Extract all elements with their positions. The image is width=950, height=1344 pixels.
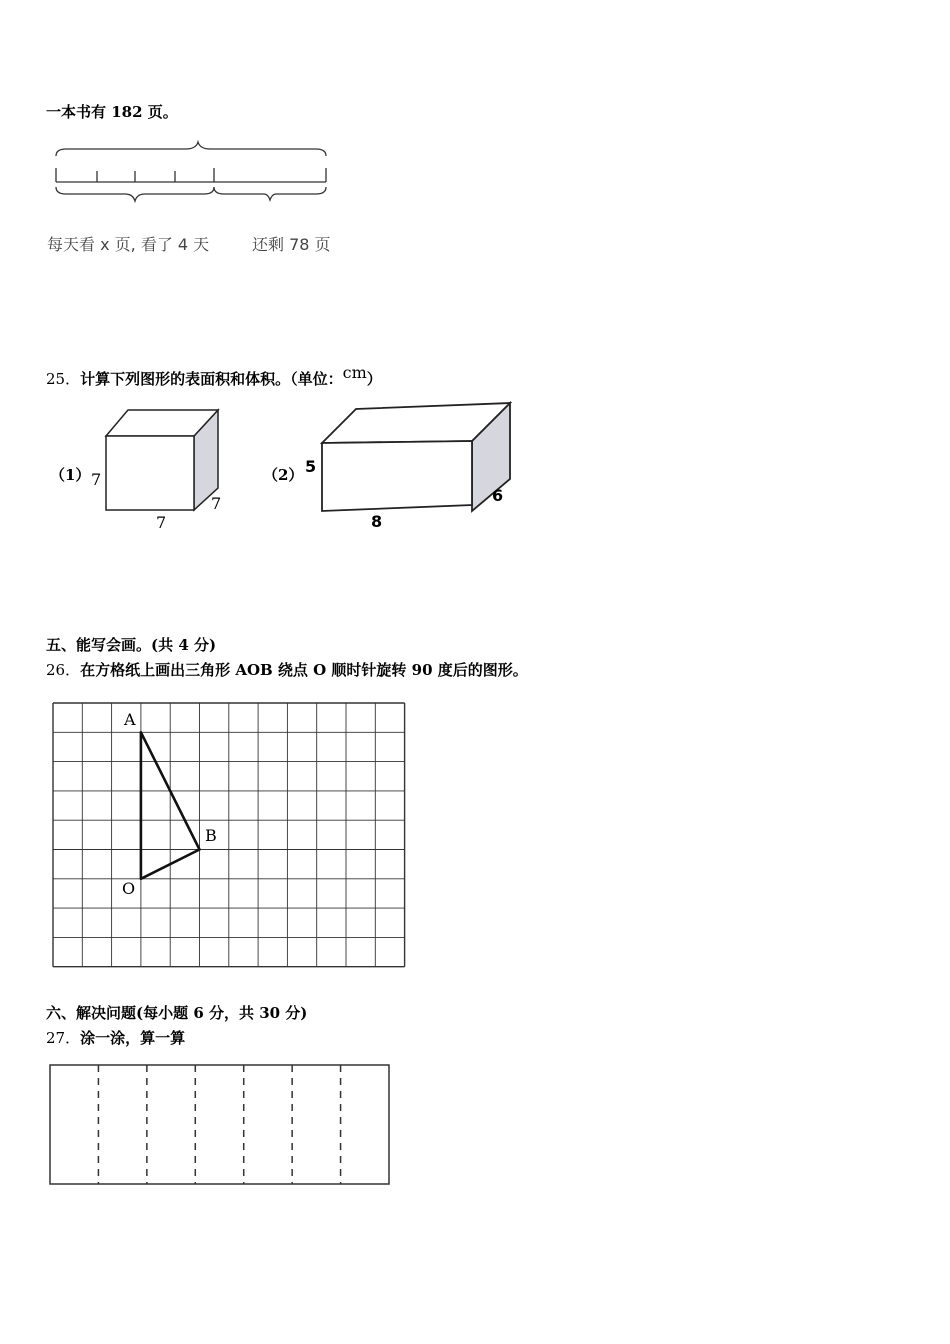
fig2-width-label: 6 — [492, 486, 504, 505]
fig1-length-label: 7 — [156, 513, 167, 532]
q25-text: 计算下列图形的表面积和体积。（单位： — [80, 370, 343, 388]
point-o-label: O — [122, 879, 136, 898]
section5-heading: 五、能写会画。(共 4 分) — [46, 636, 217, 654]
fig1-tag: （1） — [50, 466, 91, 484]
q25-close: ） — [366, 370, 382, 388]
section6-heading: 六、解决问题(每小题 6 分，共 30 分) — [46, 1004, 308, 1022]
book-problem-statement: 一本书有 182 页。 — [46, 103, 178, 121]
q26-text: 在方格纸上画出三角形 AOB 绕点 O 顺时针旋转 90 度后的图形。 — [80, 661, 528, 679]
q27-line — [46, 1028, 185, 1048]
fig2-tag: （2） — [263, 466, 304, 484]
read-days-label: 每天看 x 页, 看了 4 天 — [47, 235, 210, 254]
fig2-height-label: 5 — [305, 457, 317, 476]
total-brace — [56, 142, 326, 156]
read-days-brace — [56, 187, 214, 201]
point-b-label: B — [205, 826, 217, 845]
cuboid-front-face — [322, 441, 472, 511]
cube-front-face — [106, 436, 194, 510]
q26-line — [46, 660, 528, 680]
q27-text: 涂一涂，算一算 — [80, 1029, 186, 1047]
point-a-label: A — [124, 710, 136, 729]
fig1-height-label: 7 — [91, 470, 102, 489]
remaining-brace — [214, 187, 326, 200]
fig1-width-label: 7 — [211, 494, 222, 513]
fig2-length-label: 8 — [371, 512, 383, 531]
q26-number: 26． — [46, 661, 81, 679]
remaining-pages-label: 还剩 78 页 — [252, 235, 331, 254]
q25-line — [46, 363, 382, 389]
grid-paper — [50, 700, 410, 970]
cuboid-figure — [310, 395, 530, 525]
q25-unit: cm — [342, 363, 367, 382]
rectangle-outline — [50, 1065, 389, 1184]
line-segment-diagram — [50, 140, 340, 220]
q25-number: 25． — [46, 370, 81, 388]
divided-rectangle — [48, 1063, 393, 1188]
q27-number: 27． — [46, 1029, 81, 1047]
